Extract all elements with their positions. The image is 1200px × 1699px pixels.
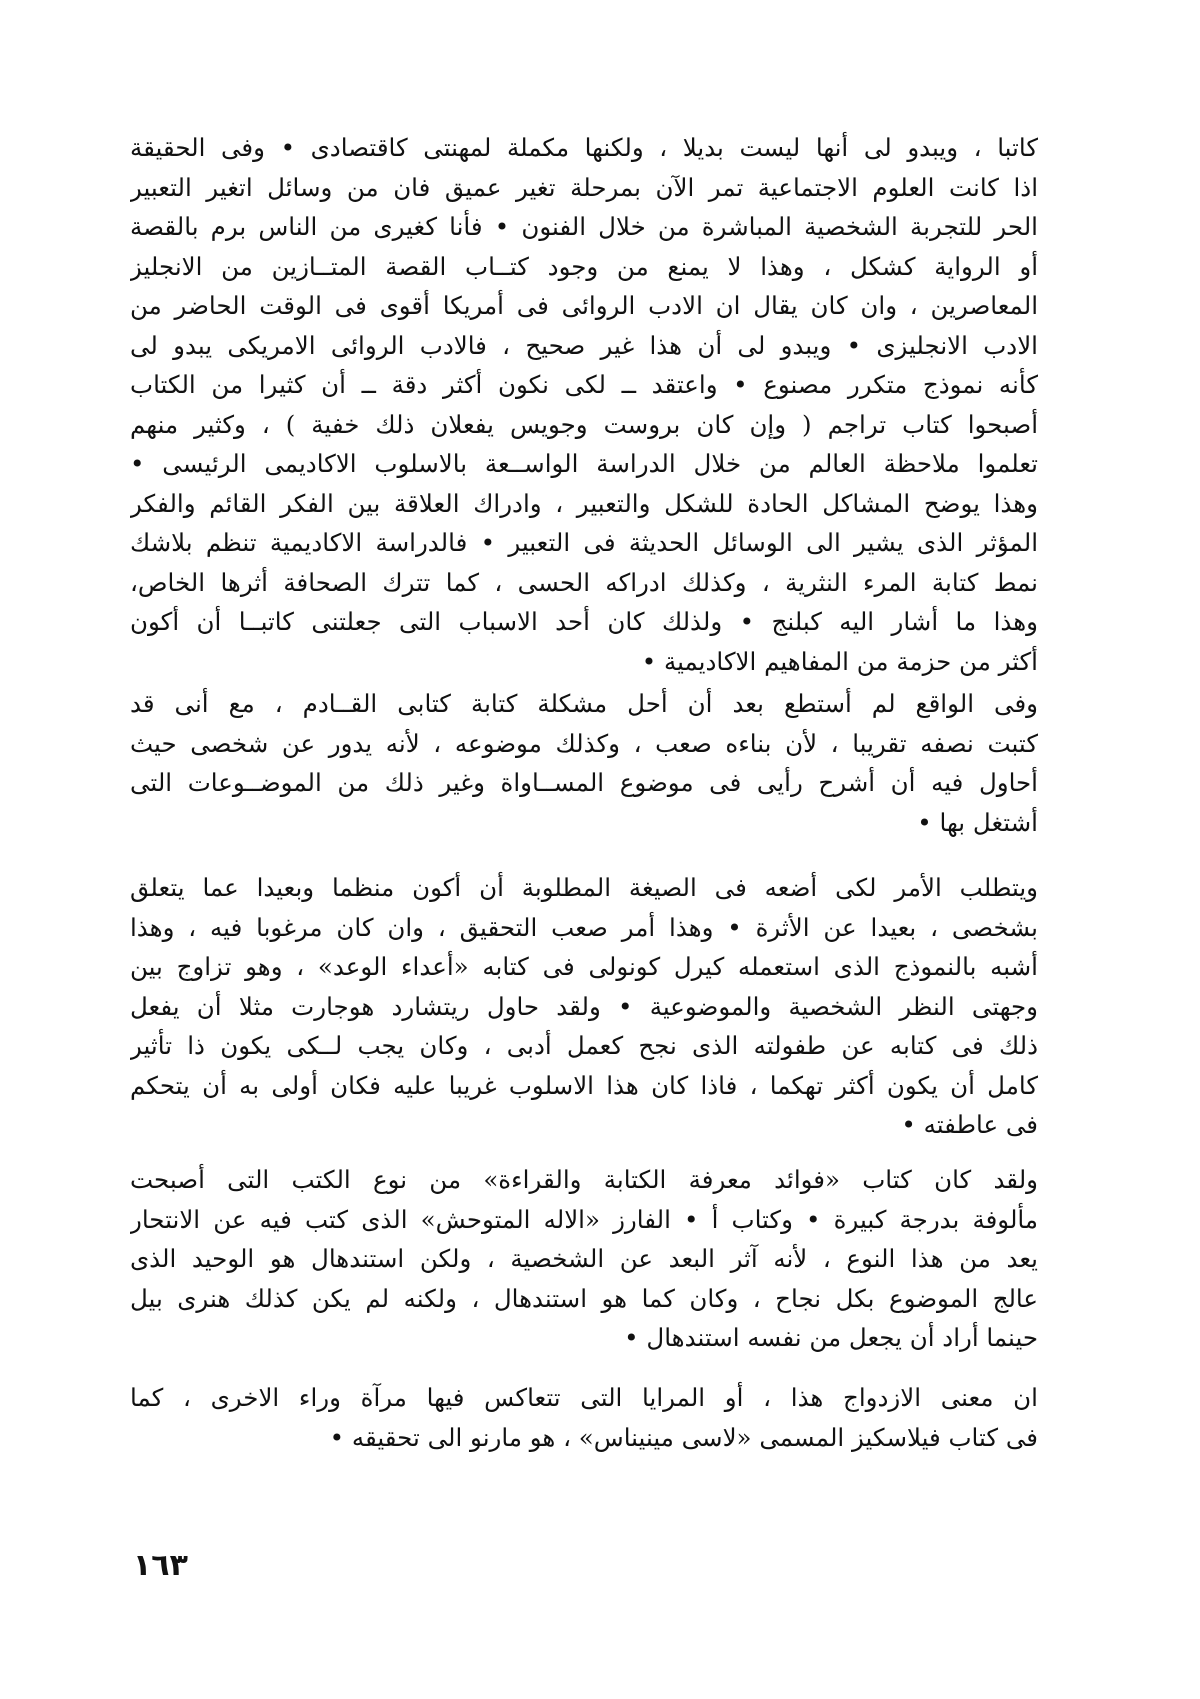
text-line: اذا كانت العلوم الاجتماعية تمر الآن بمرحلة تغير عميق فان من وسائل اتغير التعبير <box>130 172 1038 202</box>
text-line: مألوفة بدرجة كبيرة • وكتاب أ • الفارز «الاله المتوحش» الذى كتب فيه عن الانتحار <box>130 1204 1038 1234</box>
text-line: وهذا ما أشار اليه كبلنج • ولذلك كان أحد الاسباب التى جعلتنى كاتبــا أن أكون <box>130 607 1038 636</box>
text-line: يعد من هذا النوع ، لأنه آثر البعد عن الشخصية ، ولكن استندهال هو الوحيد الذى <box>130 1244 1038 1273</box>
text-line: تعلموا ملاحظة العالم من خلال الدراسة الواســعة بالاسلوب الاكاديمى الرئيسى • <box>130 449 1038 478</box>
paragraph-2 <box>130 684 1038 842</box>
text-line: أكثر من حزمة من المفاهيم الاكاديمية • <box>641 646 1038 676</box>
text-line: وفى الواقع لم أستطع بعد أن أحل مشكلة كتابة كتابى القــادم ، مع أنى قد <box>130 689 1038 718</box>
text-line: ان معنى الازدواج هذا ، أو المرايا التى تتعاكس فيها مرآة وراء الاخرى ، كما <box>130 1383 1038 1412</box>
text-line: ولقد كان كتاب «فوائد معرفة الكتابة والقراءة» من نوع الكتب التى أصبحت <box>130 1165 1038 1194</box>
text-line: كاتبا ، ويبدو لى أنها ليست بديلا ، ولكنها مكملة لمهنتى كاقتصادى • وفى الحقيقة <box>130 133 1038 162</box>
text-line: حينما أراد أن يجعل من نفسه استندهال • <box>624 1323 1038 1352</box>
page-number: ١٦٣ <box>133 1548 188 1583</box>
text-line: كتبت نصفه تقريبا ، لأن بناءه صعب ، وكذلك موضوعه ، لأنه يدور عن شخصى حيث <box>130 728 1038 758</box>
text-line: نمط كتابة المرء النثرية ، وكذلك ادراكه الحسى ، كما تترك الصحافة أثرها الخاص، <box>130 567 1038 597</box>
text-line: وهذا يوضح المشاكل الحادة للشكل والتعبير ، وادراك العلاقة بين الفكر القائم والفكر <box>130 488 1038 518</box>
text-line: كأنه نموذج متكرر مصنوع • واعتقد ــ لكى نكون أكثر دقة ــ أن كثيرا من الكتاب <box>130 370 1038 399</box>
text-line: أصبحوا كتاب تراجم ( وإن كان بروست وجويس يفعلان ذلك خفية ) ، وكثير منهم <box>130 409 1038 439</box>
text-line: المؤثر الذى يشير الى الوسائل الحديثة فى التعبير • فالدراسة الاكاديمية تنظم بلاشك <box>130 528 1038 557</box>
text-line: ويتطلب الأمر لكى أضعه فى الصيغة المطلوبة أن أكون منظما وبعيدا عما يتعلق <box>130 873 1038 902</box>
text-line: الادب الانجليزى • ويبدو لى أن هذا غير صحيح ، فالادب الروائى الامريكى يبدو لى <box>130 330 1038 360</box>
text-line: أحاول فيه أن أشرح رأيى فى موضوع المســاواة وغير ذلك من الموضــوعات التى <box>130 768 1038 797</box>
text-line: وجهتى النظر الشخصية والموضوعية • ولقد حاول ريتشارد هوجارت مثلا أن يفعل <box>130 991 1038 1021</box>
paragraph-3 <box>130 868 1038 1145</box>
paragraph-4 <box>130 1160 1038 1358</box>
text-line: بشخصى ، بعيدا عن الأثرة • وهذا أمر صعب التحقيق ، وان كان مرغوبا فيه ، وهذا <box>130 912 1038 942</box>
text-line: ذلك فى كتابه عن طفولته الذى نجح كعمل أدبى ، وكان يجب لــكى يكون ذا تأثير <box>130 1031 1038 1060</box>
paragraph-5 <box>130 1378 1038 1457</box>
text-line: أشتغل بها • <box>917 807 1038 837</box>
paragraph-1 <box>130 128 1038 681</box>
text-line: عالج الموضوع بكل نجاح ، وكان كما هو استندهال ، ولكنه لم يكن كذلك هنرى بيل <box>130 1283 1038 1313</box>
text-line: كامل أن يكون أكثر تهكما ، فاذا كان هذا الاسلوب غريبا عليه فكان أولى به أن يتحكم <box>130 1070 1038 1100</box>
text-line: المعاصرين ، وان كان يقال ان الادب الروائى فى أمريكا أقوى فى الوقت الحاضر من <box>130 291 1038 320</box>
text-line: الحر للتجربة الشخصية المباشرة من خلال الفنون • فأنا كغيرى من الناس برم بالقصة <box>130 212 1038 241</box>
text-line: فى كتاب فيلاسكيز المسمى «لاسى مينيناس» ، هو مارنو الى تحقيقه • <box>329 1422 1038 1452</box>
text-line: أشبه بالنموذج الذى استعمله كيرل كونولى فى كتابه «أعداء الوعد» ، وهو تزاوج بين <box>130 952 1038 981</box>
text-line: أو الرواية كشكل ، وهذا لا يمنع من وجود كتــاب القصة المتــازين من الانجليز <box>130 251 1038 281</box>
text-line: فى عاطفته • <box>901 1110 1038 1139</box>
